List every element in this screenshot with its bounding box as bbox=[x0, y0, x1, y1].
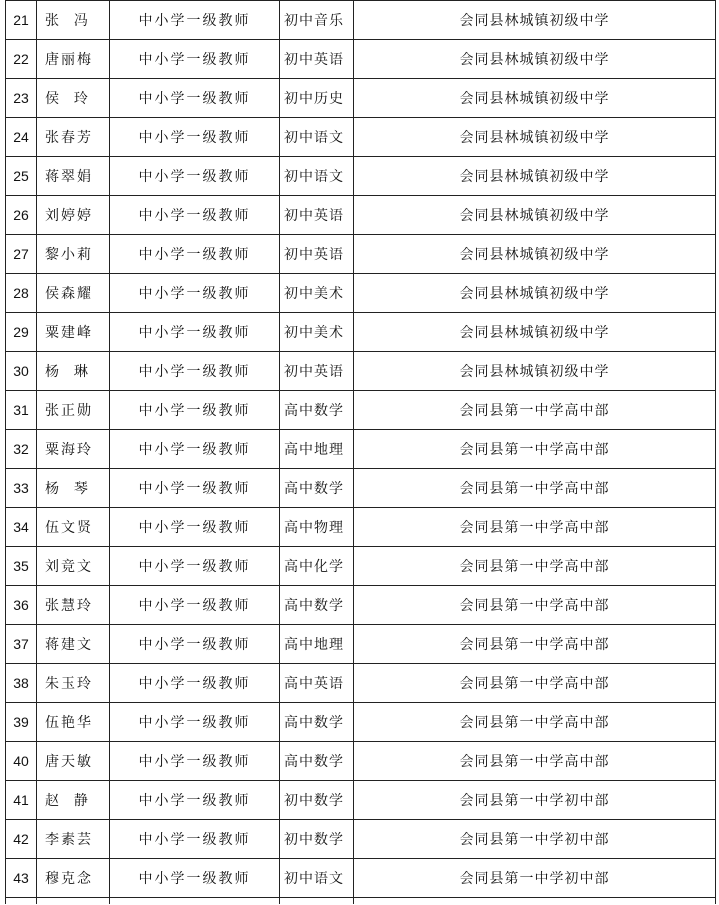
table-row bbox=[6, 274, 716, 313]
teacher-name: 黎小莉 bbox=[37, 235, 110, 274]
row-number: 41 bbox=[6, 781, 37, 820]
teacher-title: 中小学一级教师 bbox=[110, 196, 280, 235]
row-number: 43 bbox=[6, 859, 37, 898]
row-number: 26 bbox=[6, 196, 37, 235]
teacher-name: 杨 琴 bbox=[37, 469, 110, 508]
teacher-school: 会同县第一中学高中部 bbox=[354, 742, 716, 781]
teacher-title: 中小学一级教师 bbox=[110, 274, 280, 313]
teacher-title: 中小学一级教师 bbox=[110, 742, 280, 781]
teacher-name: 赵 静 bbox=[37, 781, 110, 820]
teacher-subject: 初中语文 bbox=[280, 157, 354, 196]
row-number: 34 bbox=[6, 508, 37, 547]
teacher-name: 刘竞文 bbox=[37, 547, 110, 586]
row-number: 30 bbox=[6, 352, 37, 391]
teacher-school: 会同县林城镇初级中学 bbox=[354, 352, 716, 391]
teacher-name: 伍文贤 bbox=[37, 508, 110, 547]
teacher-subject: 高中物理 bbox=[280, 508, 354, 547]
teacher-school: 会同县林城镇初级中学 bbox=[354, 1, 716, 40]
teacher-title: 中小学一级教师 bbox=[110, 391, 280, 430]
teacher-school: 会同县林城镇初级中学 bbox=[354, 79, 716, 118]
teacher-name: 粟海玲 bbox=[37, 430, 110, 469]
table-row bbox=[6, 1, 716, 40]
teacher-subject: 高中数学 bbox=[280, 469, 354, 508]
teacher-name: 张慧玲 bbox=[37, 586, 110, 625]
table-row bbox=[6, 508, 716, 547]
teacher-name: 张正勋 bbox=[37, 391, 110, 430]
teacher-school: 会同县第一中学高中部 bbox=[354, 430, 716, 469]
teacher-school: 会同县第一中学高中部 bbox=[354, 508, 716, 547]
table-row bbox=[6, 547, 716, 586]
teacher-subject: 初中语文 bbox=[280, 118, 354, 157]
empty-cell bbox=[110, 898, 280, 905]
table-row bbox=[6, 625, 716, 664]
table-row bbox=[6, 742, 716, 781]
row-number: 40 bbox=[6, 742, 37, 781]
teacher-name: 张 冯 bbox=[37, 1, 110, 40]
teacher-subject: 初中语文 bbox=[280, 859, 354, 898]
teacher-title: 中小学一级教师 bbox=[110, 79, 280, 118]
row-number: 31 bbox=[6, 391, 37, 430]
teacher-school: 会同县林城镇初级中学 bbox=[354, 118, 716, 157]
teacher-table bbox=[5, 0, 716, 904]
row-number: 23 bbox=[6, 79, 37, 118]
row-number: 28 bbox=[6, 274, 37, 313]
teacher-school: 会同县林城镇初级中学 bbox=[354, 40, 716, 79]
table-row bbox=[6, 118, 716, 157]
teacher-title: 中小学一级教师 bbox=[110, 586, 280, 625]
table-row bbox=[6, 235, 716, 274]
teacher-subject: 初中英语 bbox=[280, 235, 354, 274]
row-number: 25 bbox=[6, 157, 37, 196]
table-row bbox=[6, 79, 716, 118]
row-number: 42 bbox=[6, 820, 37, 859]
teacher-subject: 高中数学 bbox=[280, 586, 354, 625]
row-number: 29 bbox=[6, 313, 37, 352]
row-number: 24 bbox=[6, 118, 37, 157]
table-row bbox=[6, 820, 716, 859]
row-number: 38 bbox=[6, 664, 37, 703]
teacher-school: 会同县第一中学高中部 bbox=[354, 625, 716, 664]
empty-cell bbox=[280, 898, 354, 905]
teacher-subject: 初中美术 bbox=[280, 313, 354, 352]
teacher-school: 会同县第一中学高中部 bbox=[354, 547, 716, 586]
teacher-name: 侯森耀 bbox=[37, 274, 110, 313]
teacher-school: 会同县林城镇初级中学 bbox=[354, 313, 716, 352]
teacher-subject: 高中地理 bbox=[280, 625, 354, 664]
teacher-subject: 初中英语 bbox=[280, 352, 354, 391]
teacher-subject: 初中数学 bbox=[280, 820, 354, 859]
teacher-subject: 初中音乐 bbox=[280, 1, 354, 40]
teacher-school: 会同县第一中学初中部 bbox=[354, 781, 716, 820]
row-number: 35 bbox=[6, 547, 37, 586]
teacher-name: 唐丽梅 bbox=[37, 40, 110, 79]
table-row bbox=[6, 430, 716, 469]
teacher-school: 会同县第一中学高中部 bbox=[354, 469, 716, 508]
teacher-title: 中小学一级教师 bbox=[110, 40, 280, 79]
partial-row-cut-off bbox=[6, 898, 716, 905]
row-number: 37 bbox=[6, 625, 37, 664]
table-row bbox=[6, 586, 716, 625]
teacher-subject: 高中数学 bbox=[280, 703, 354, 742]
table-row bbox=[6, 40, 716, 79]
teacher-title: 中小学一级教师 bbox=[110, 352, 280, 391]
empty-cell bbox=[37, 898, 110, 905]
teacher-title: 中小学一级教师 bbox=[110, 664, 280, 703]
table-row bbox=[6, 469, 716, 508]
teacher-subject: 高中数学 bbox=[280, 742, 354, 781]
teacher-school: 会同县第一中学高中部 bbox=[354, 586, 716, 625]
table-row bbox=[6, 703, 716, 742]
teacher-name: 朱玉玲 bbox=[37, 664, 110, 703]
row-number: 21 bbox=[6, 1, 37, 40]
teacher-subject: 高中地理 bbox=[280, 430, 354, 469]
teacher-name: 唐天敏 bbox=[37, 742, 110, 781]
row-number: 36 bbox=[6, 586, 37, 625]
teacher-title: 中小学一级教师 bbox=[110, 547, 280, 586]
teacher-name: 张春芳 bbox=[37, 118, 110, 157]
teacher-title: 中小学一级教师 bbox=[110, 625, 280, 664]
teacher-subject: 初中数学 bbox=[280, 781, 354, 820]
teacher-subject: 高中化学 bbox=[280, 547, 354, 586]
teacher-title: 中小学一级教师 bbox=[110, 820, 280, 859]
teacher-school: 会同县第一中学初中部 bbox=[354, 859, 716, 898]
teacher-title: 中小学一级教师 bbox=[110, 469, 280, 508]
empty-cell bbox=[6, 898, 37, 905]
teacher-title: 中小学一级教师 bbox=[110, 235, 280, 274]
row-number: 27 bbox=[6, 235, 37, 274]
teacher-title: 中小学一级教师 bbox=[110, 157, 280, 196]
teacher-title: 中小学一级教师 bbox=[110, 313, 280, 352]
teacher-name: 蒋建文 bbox=[37, 625, 110, 664]
teacher-subject: 初中美术 bbox=[280, 274, 354, 313]
teacher-school: 会同县第一中学高中部 bbox=[354, 391, 716, 430]
teacher-list-sheet bbox=[5, 0, 715, 904]
teacher-subject: 高中数学 bbox=[280, 391, 354, 430]
teacher-title: 中小学一级教师 bbox=[110, 430, 280, 469]
table-row bbox=[6, 352, 716, 391]
teacher-name: 李素芸 bbox=[37, 820, 110, 859]
teacher-school: 会同县第一中学初中部 bbox=[354, 820, 716, 859]
teacher-school: 会同县林城镇初级中学 bbox=[354, 274, 716, 313]
teacher-subject: 初中英语 bbox=[280, 40, 354, 79]
table-row bbox=[6, 157, 716, 196]
teacher-title: 中小学一级教师 bbox=[110, 1, 280, 40]
teacher-table-body bbox=[6, 1, 716, 905]
teacher-school: 会同县第一中学高中部 bbox=[354, 664, 716, 703]
table-row bbox=[6, 781, 716, 820]
teacher-subject: 初中历史 bbox=[280, 79, 354, 118]
table-row bbox=[6, 664, 716, 703]
teacher-subject: 高中英语 bbox=[280, 664, 354, 703]
table-row bbox=[6, 196, 716, 235]
teacher-name: 穆克念 bbox=[37, 859, 110, 898]
empty-cell bbox=[354, 898, 716, 905]
teacher-name: 侯 玲 bbox=[37, 79, 110, 118]
teacher-title: 中小学一级教师 bbox=[110, 859, 280, 898]
teacher-school: 会同县第一中学高中部 bbox=[354, 703, 716, 742]
teacher-title: 中小学一级教师 bbox=[110, 703, 280, 742]
row-number: 33 bbox=[6, 469, 37, 508]
teacher-name: 伍艳华 bbox=[37, 703, 110, 742]
teacher-name: 粟建峰 bbox=[37, 313, 110, 352]
row-number: 32 bbox=[6, 430, 37, 469]
table-row bbox=[6, 313, 716, 352]
teacher-title: 中小学一级教师 bbox=[110, 508, 280, 547]
teacher-school: 会同县林城镇初级中学 bbox=[354, 196, 716, 235]
table-row bbox=[6, 391, 716, 430]
teacher-title: 中小学一级教师 bbox=[110, 118, 280, 157]
teacher-school: 会同县林城镇初级中学 bbox=[354, 157, 716, 196]
teacher-school: 会同县林城镇初级中学 bbox=[354, 235, 716, 274]
teacher-name: 蒋翠娟 bbox=[37, 157, 110, 196]
teacher-title: 中小学一级教师 bbox=[110, 781, 280, 820]
table-row bbox=[6, 859, 716, 898]
teacher-name: 杨 琳 bbox=[37, 352, 110, 391]
row-number: 22 bbox=[6, 40, 37, 79]
teacher-subject: 初中英语 bbox=[280, 196, 354, 235]
row-number: 39 bbox=[6, 703, 37, 742]
teacher-name: 刘婷婷 bbox=[37, 196, 110, 235]
